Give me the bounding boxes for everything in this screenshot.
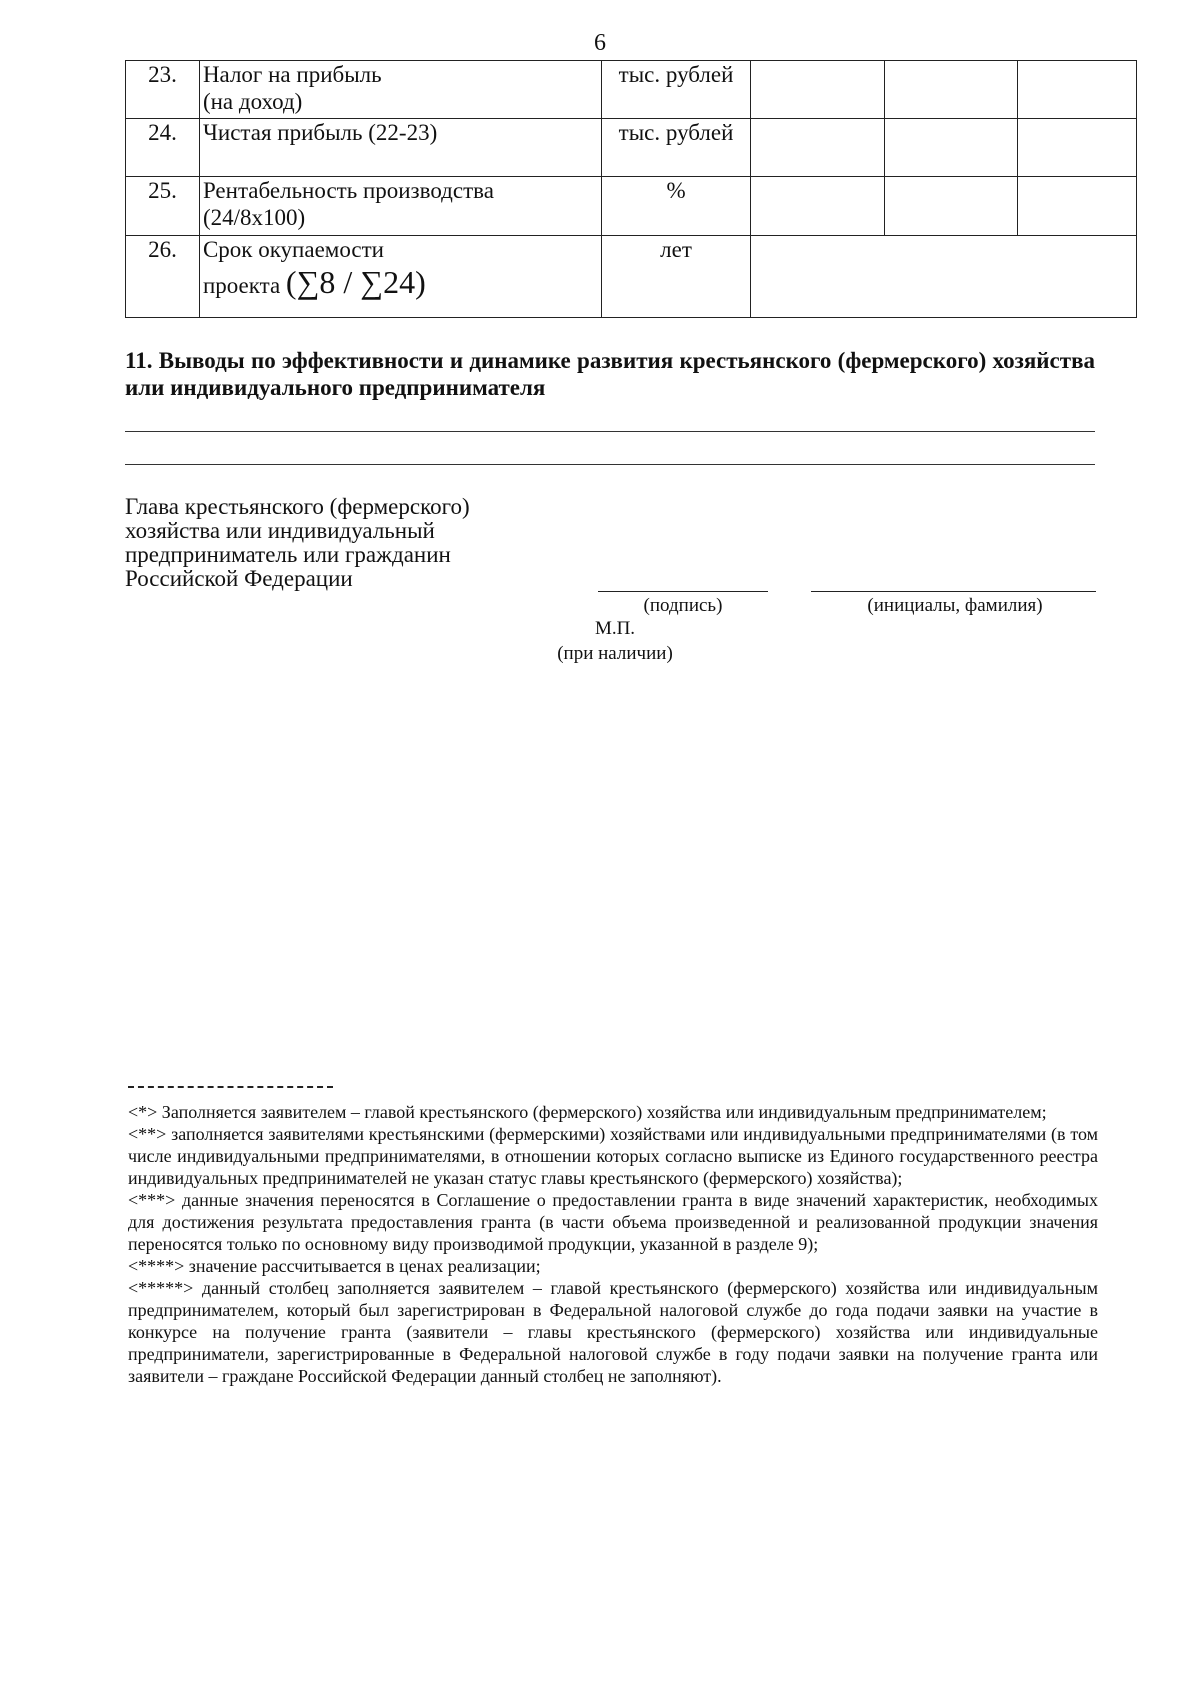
indicator-name-line: Рентабельность производства <box>202 178 494 203</box>
indicator-name <box>199 61 601 119</box>
signer-role-line: Российской Федерации <box>125 566 353 591</box>
unit-cell: лет <box>601 236 751 318</box>
indicator-name-line: Чистая прибыль (22-23) <box>202 120 438 145</box>
answer-line[interactable] <box>125 431 1095 432</box>
indicator-name <box>199 236 601 318</box>
footnote: <**> заполняется заявителями крестьянскими (фермерскими) хозяйствами или индивидуальными предпринимателями (в том числе индивидуальными предпринимателями, в отношении которых согласно выписке из Единого государственного реестра индивидуальных предпринимателей не указан статус главы крестьянского (фермерского) хозяйства); <box>128 1124 1098 1188</box>
value-cell[interactable] <box>885 61 1018 119</box>
unit-cell: % <box>601 177 751 236</box>
table-row <box>126 177 1137 236</box>
signature-caption: (подпись) <box>643 595 723 616</box>
unit-cell: тыс. рублей <box>601 119 751 177</box>
answer-line[interactable] <box>125 464 1095 465</box>
value-cell[interactable] <box>751 61 885 119</box>
footnote: <*****> данный столбец заполняется заявителем – главой крестьянского (фермерского) хозяйства или индивидуальным предпринимателем, который был зарегистрирован в Федеральной налоговой службе до года подачи заявки на участие в конкурсе на получение гранта (заявители – главы крестьянского (фермерского) хозяйства или индивидуальные предприниматели, зарегистрированные в Федеральной налоговой службе в году подачи заявки на получение гранта или заявители – граждане Российской Федерации данный столбец не заполняют). <box>128 1278 1098 1386</box>
value-cell[interactable] <box>1018 61 1137 119</box>
indicator-name-line: (24/8х100) <box>202 205 306 230</box>
footnote: <****> значение рассчитывается в ценах реализации; <box>128 1256 541 1276</box>
signer-role-line: предприниматель или гражданин <box>125 542 451 567</box>
footnotes <box>128 1101 1098 1387</box>
signature-line[interactable] <box>598 591 768 592</box>
section-heading: 11. Выводы по эффективности и динамике развития крестьянского (фермерского) хозяйства или индивидуального предпринимателя <box>125 348 1095 400</box>
table-row <box>126 236 1137 318</box>
indicator-name-line: проекта <box>202 273 281 298</box>
indicator-name <box>199 119 601 177</box>
indicator-name <box>199 177 601 236</box>
stamp-label: М.П. <box>594 618 636 639</box>
name-caption: (инициалы, фамилия) <box>867 595 1043 616</box>
page-number: 6 <box>594 30 606 56</box>
indicator-name-line: Налог на прибыль <box>202 62 382 87</box>
table-row <box>126 61 1137 119</box>
value-cell[interactable] <box>751 119 885 177</box>
payback-formula: (∑8 / ∑24) <box>285 264 426 300</box>
indicators-table <box>125 60 1137 318</box>
signer-role-line: хозяйства или индивидуальный <box>125 518 435 543</box>
row-number: 26. <box>126 236 200 318</box>
value-cell[interactable] <box>1018 119 1137 177</box>
value-cell[interactable] <box>1018 177 1137 236</box>
footnote: <*> Заполняется заявителем – главой крестьянского (фермерского) хозяйства или индивидуальным предпринимателем; <box>128 1102 1047 1122</box>
row-number: 25. <box>126 177 200 236</box>
unit-cell: тыс. рублей <box>601 61 751 119</box>
row-number: 23. <box>126 61 200 119</box>
value-cell[interactable] <box>885 177 1018 236</box>
signer-role-line: Глава крестьянского (фермерского) <box>125 494 470 519</box>
footnote: <***> данные значения переносятся в Соглашение о предоставлении гранта в виде значений характеристик, необходимых для достижения результата предоставления гранта (в части объема произведенной и реализованной продукции значения переносятся только по основному виду производимой продукции, указанной в разделе 9); <box>128 1190 1098 1254</box>
table-row <box>126 119 1137 177</box>
name-line[interactable] <box>811 591 1096 592</box>
value-cell[interactable] <box>751 177 885 236</box>
footnote-separator <box>128 1086 333 1088</box>
indicator-name-line: (на доход) <box>202 89 303 114</box>
row-number: 24. <box>126 119 200 177</box>
signer-role <box>125 495 470 591</box>
value-cell[interactable] <box>885 119 1018 177</box>
stamp-note: (при наличии) <box>557 643 673 664</box>
indicator-name-line: Срок окупаемости <box>202 237 384 262</box>
value-cell-merged[interactable] <box>751 236 1137 318</box>
